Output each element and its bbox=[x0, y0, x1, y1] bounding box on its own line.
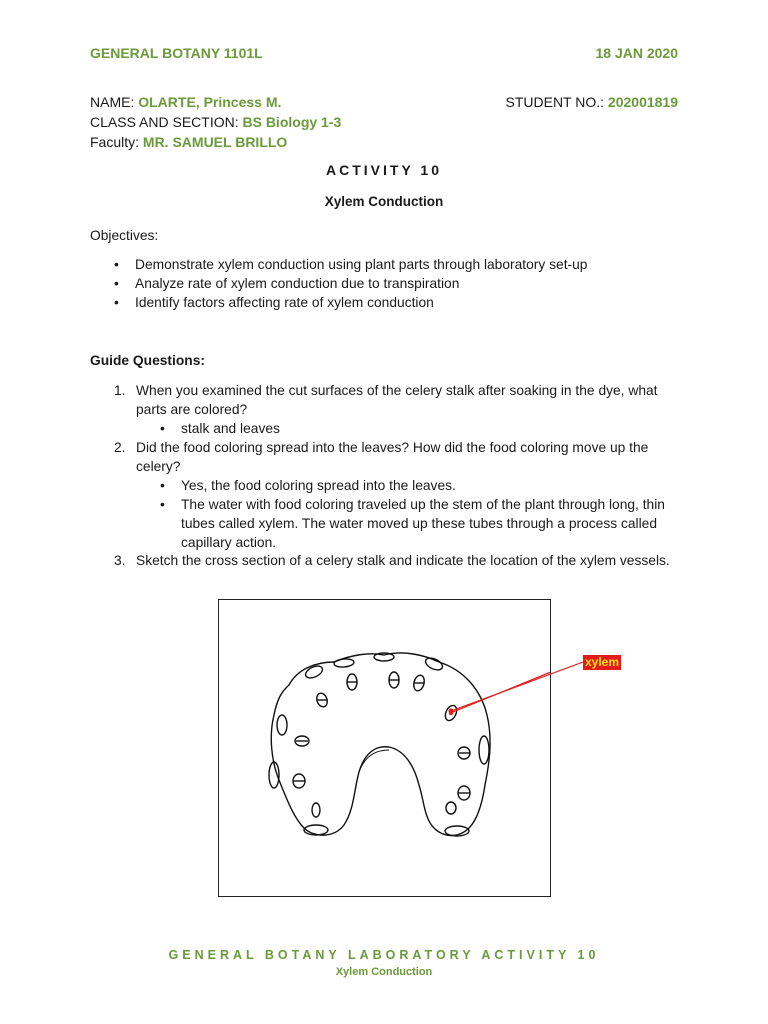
xylem-pointer-icon bbox=[440, 655, 585, 715]
guide-heading: Guide Questions: bbox=[90, 353, 205, 368]
section-label: CLASS AND SECTION: bbox=[90, 114, 243, 130]
question-number: 3. bbox=[114, 553, 126, 568]
footer-subtitle: Xylem Conduction bbox=[335, 966, 433, 978]
list-item: • stalk and leaves bbox=[160, 421, 280, 436]
list-item: • The water with food coloring traveled up the stem of the plant through long, thin bbox=[160, 497, 665, 512]
question-number: 2. bbox=[114, 440, 126, 455]
bullet-icon: • bbox=[160, 497, 165, 512]
name-line bbox=[90, 92, 281, 112]
student-no-line bbox=[506, 92, 679, 112]
student-no-label: STUDENT NO.: bbox=[505, 94, 608, 110]
course-header: GENERAL BOTANY 1101L bbox=[90, 45, 263, 61]
celery-sketch-icon bbox=[219, 600, 550, 896]
list-item: • Demonstrate xylem conduction using plant parts through laboratory set-up bbox=[114, 257, 588, 272]
bullet-icon: • bbox=[114, 295, 119, 310]
answer-2-list bbox=[160, 476, 665, 552]
footer-title: GENERAL BOTANY LABORATORY ACTIVITY 10 bbox=[168, 948, 600, 962]
faculty-value: MR. SAMUEL BRILLO bbox=[142, 134, 288, 150]
xylem-label: xylem bbox=[585, 655, 620, 669]
list-item: • Yes, the food coloring spread into the leaves. bbox=[160, 478, 456, 493]
celery-cross-section-figure bbox=[218, 599, 551, 897]
faculty-line bbox=[90, 132, 287, 152]
section-line bbox=[90, 112, 341, 132]
faculty-label: Faculty: bbox=[90, 134, 143, 150]
objectives-list bbox=[114, 255, 588, 312]
bullet-icon: • bbox=[114, 276, 119, 291]
list-item: • Identify factors affecting rate of xylem conduction bbox=[114, 295, 434, 310]
list-item-continued: capillary action. bbox=[181, 535, 277, 550]
objectives-heading: Objectives: bbox=[90, 228, 159, 243]
activity-subtitle: Xylem Conduction bbox=[324, 194, 444, 209]
question-number: 1. bbox=[114, 383, 126, 398]
bullet-icon: • bbox=[160, 478, 165, 493]
question-1: 1. When you examined the cut surfaces of the celery stalk after soaking in the dye, what parts are colored? bbox=[114, 383, 658, 417]
bullet-icon: • bbox=[160, 421, 165, 436]
list-item: • Analyze rate of xylem conduction due to transpiration bbox=[114, 276, 460, 291]
name-value: OLARTE, Princess M. bbox=[138, 94, 282, 110]
student-no-value: 202001819 bbox=[607, 94, 678, 110]
question-3: 3. Sketch the cross section of a celery stalk and indicate the location of the xylem vessels. bbox=[114, 553, 670, 568]
name-label: NAME: bbox=[90, 94, 139, 110]
bullet-icon: • bbox=[114, 257, 119, 272]
section-value: BS Biology 1-3 bbox=[242, 114, 342, 130]
list-item-continued: tubes called xylem. The water moved up these tubes through a process called bbox=[181, 516, 658, 531]
answer-1-list bbox=[160, 419, 280, 438]
activity-title: ACTIVITY 10 bbox=[326, 162, 442, 178]
question-2: 2. Did the food coloring spread into the leaves? How did the food coloring move up the celery? bbox=[114, 440, 649, 474]
date-header: 18 JAN 2020 bbox=[595, 45, 678, 61]
